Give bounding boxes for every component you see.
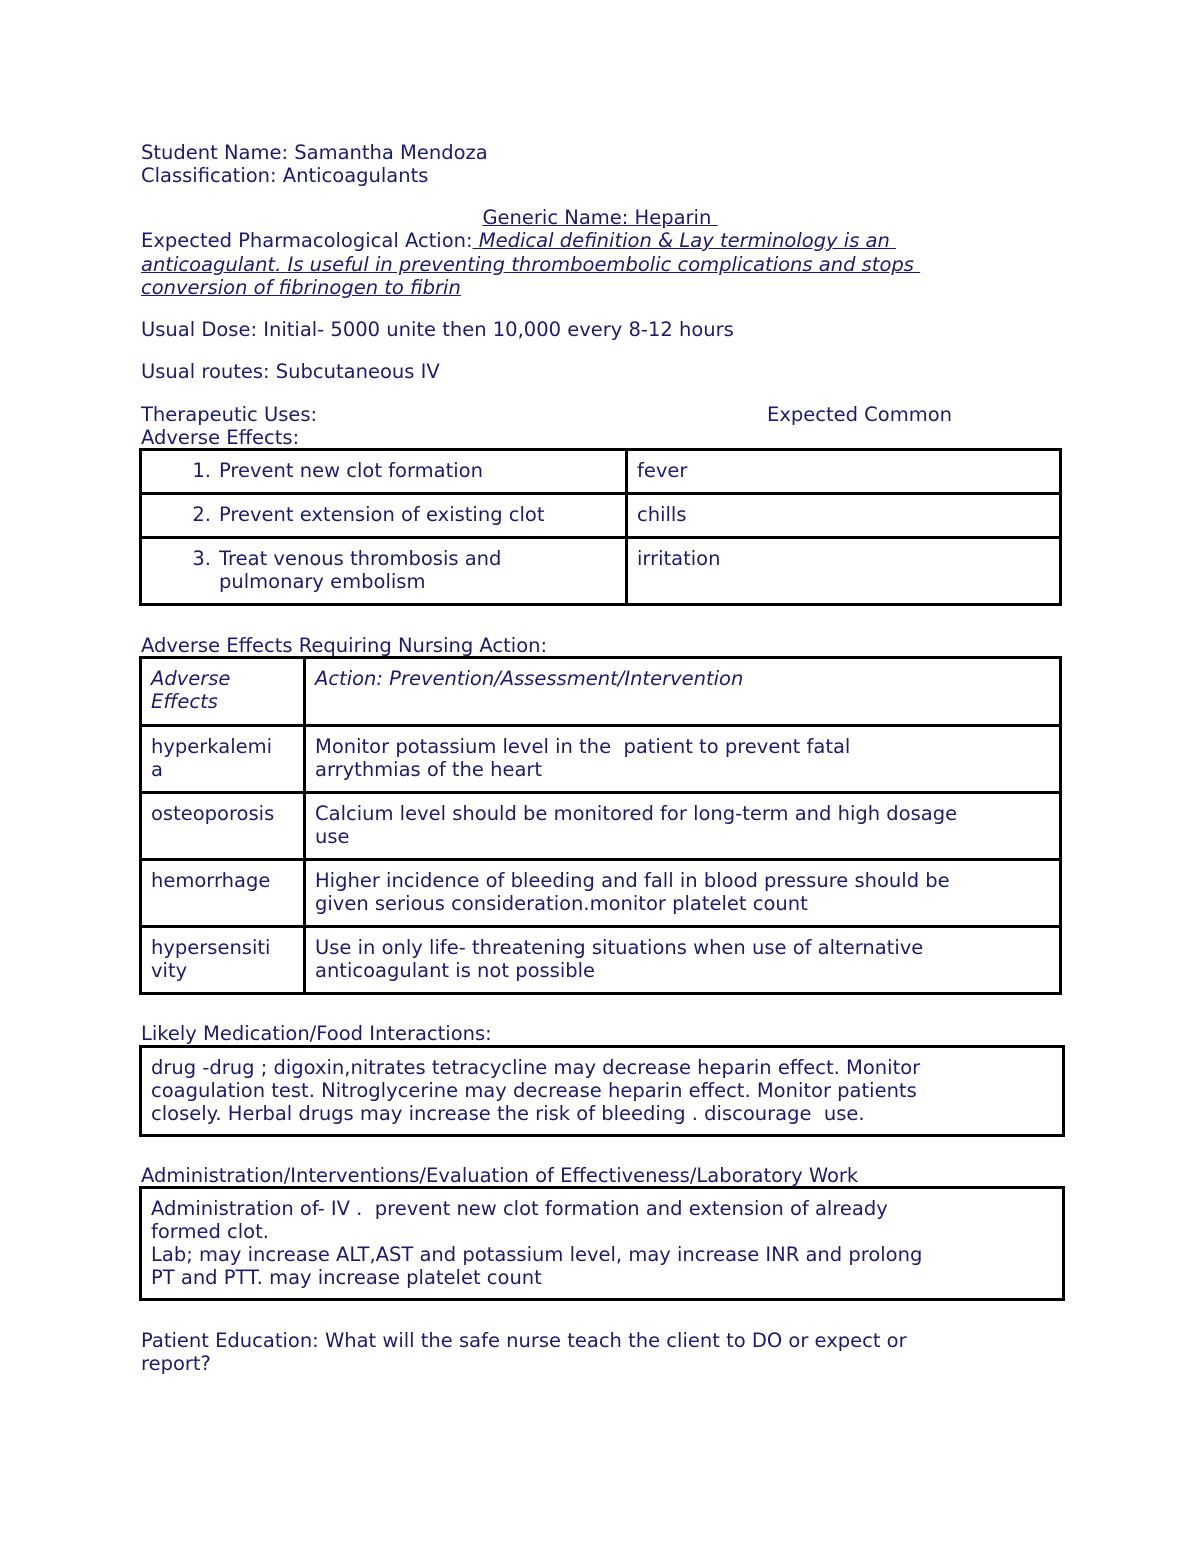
action-col-header: Action: Prevention/Assessment/Intervention (305, 658, 1061, 726)
administration-heading: Administration/Interventions/Evaluation of Effectiveness/Laboratory Work (141, 1164, 859, 1187)
effect-cell: irritation (627, 538, 1061, 605)
interactions-line: drug -drug ; digoxin,nitrates tetracycline may decrease heparin effect. Monitor (151, 1056, 921, 1079)
pharm-action-label: Expected Pharmacological Action: (141, 229, 473, 252)
effect-cell: osteoporosis (141, 793, 305, 860)
use-cell: 2. Prevent extension of existing clot (141, 494, 627, 538)
therapeutic-uses-heading: Therapeutic Uses: (141, 403, 318, 426)
table-row (141, 494, 1061, 538)
action-cell: Higher incidence of bleeding and fall in blood pressure should be given serious consideration.monitor platelet count (305, 860, 1061, 927)
effect-cell: chills (627, 494, 1061, 538)
adverse-effects-heading: Adverse Effects: (141, 426, 300, 449)
student-name: Student Name: Samantha Mendoza (141, 141, 488, 164)
generic-name: Generic Name: Heparin (482, 206, 718, 229)
nursing-action-table (139, 656, 1062, 995)
patient-education-line1: Patient Education: What will the safe nurse teach the client to DO or expect or (141, 1329, 907, 1352)
administration-line: PT and PTT. may increase platelet count (151, 1266, 542, 1289)
action-cell: Use in only life- threatening situations when use of alternative anticoagulant is not possible (305, 927, 1061, 994)
action-cell: Monitor potassium level in the patient to prevent fatal arrythmias of the heart (305, 726, 1061, 793)
interactions-line: coagulation test. Nitroglycerine may decrease heparin effect. Monitor patients (151, 1079, 917, 1102)
action-cell: Calcium level should be monitored for long-term and high dosage use (305, 793, 1061, 860)
table-row (141, 726, 1061, 793)
effect-cell: hyperkalemi a (141, 726, 305, 793)
use-cell: 1. Prevent new clot formation (141, 450, 627, 494)
administration-box (139, 1186, 1065, 1301)
table-row (141, 450, 1061, 494)
administration-line: formed clot. (151, 1220, 269, 1243)
table-row (141, 538, 1061, 605)
adverse-effects-col-header: Adverse Effects (141, 658, 305, 726)
table-header-row (141, 658, 1061, 726)
usual-dose: Usual Dose: Initial- 5000 unite then 10,000 every 8-12 hours (141, 318, 734, 341)
usual-routes: Usual routes: Subcutaneous IV (141, 360, 440, 383)
interactions-heading: Likely Medication/Food Interactions: (141, 1022, 492, 1045)
table-row (141, 860, 1061, 927)
administration-line: Lab; may increase ALT,AST and potassium level, may increase INR and prolong (151, 1243, 923, 1266)
interactions-line: closely. Herbal drugs may increase the risk of bleeding . discourage use. (151, 1102, 865, 1125)
table-row (141, 927, 1061, 994)
use-cell: 3. Treat venous thrombosis and pulmonary embolism (141, 538, 627, 605)
uses-effects-table (139, 448, 1062, 606)
pharm-action-text-3: conversion of fibrinogen to fibrin (141, 276, 461, 299)
pharm-action-text-2: anticoagulant. Is useful in preventing thromboembolic complications and stops (141, 253, 921, 276)
table-row (141, 793, 1061, 860)
interactions-box (139, 1045, 1065, 1137)
nursing-action-heading: Adverse Effects Requiring Nursing Action: (141, 634, 548, 657)
effect-cell: hypersensiti vity (141, 927, 305, 994)
classification: Classification: Anticoagulants (141, 164, 429, 187)
expected-common-heading: Expected Common (767, 403, 953, 426)
administration-line: Administration of- IV . prevent new clot formation and extension of already (151, 1197, 888, 1220)
effect-cell: hemorrhage (141, 860, 305, 927)
patient-education-line2: report? (141, 1352, 211, 1375)
pharm-action-line1 (141, 229, 896, 252)
effect-cell: fever (627, 450, 1061, 494)
pharm-action-text-1: Medical definition & Lay terminology is an (472, 229, 897, 252)
